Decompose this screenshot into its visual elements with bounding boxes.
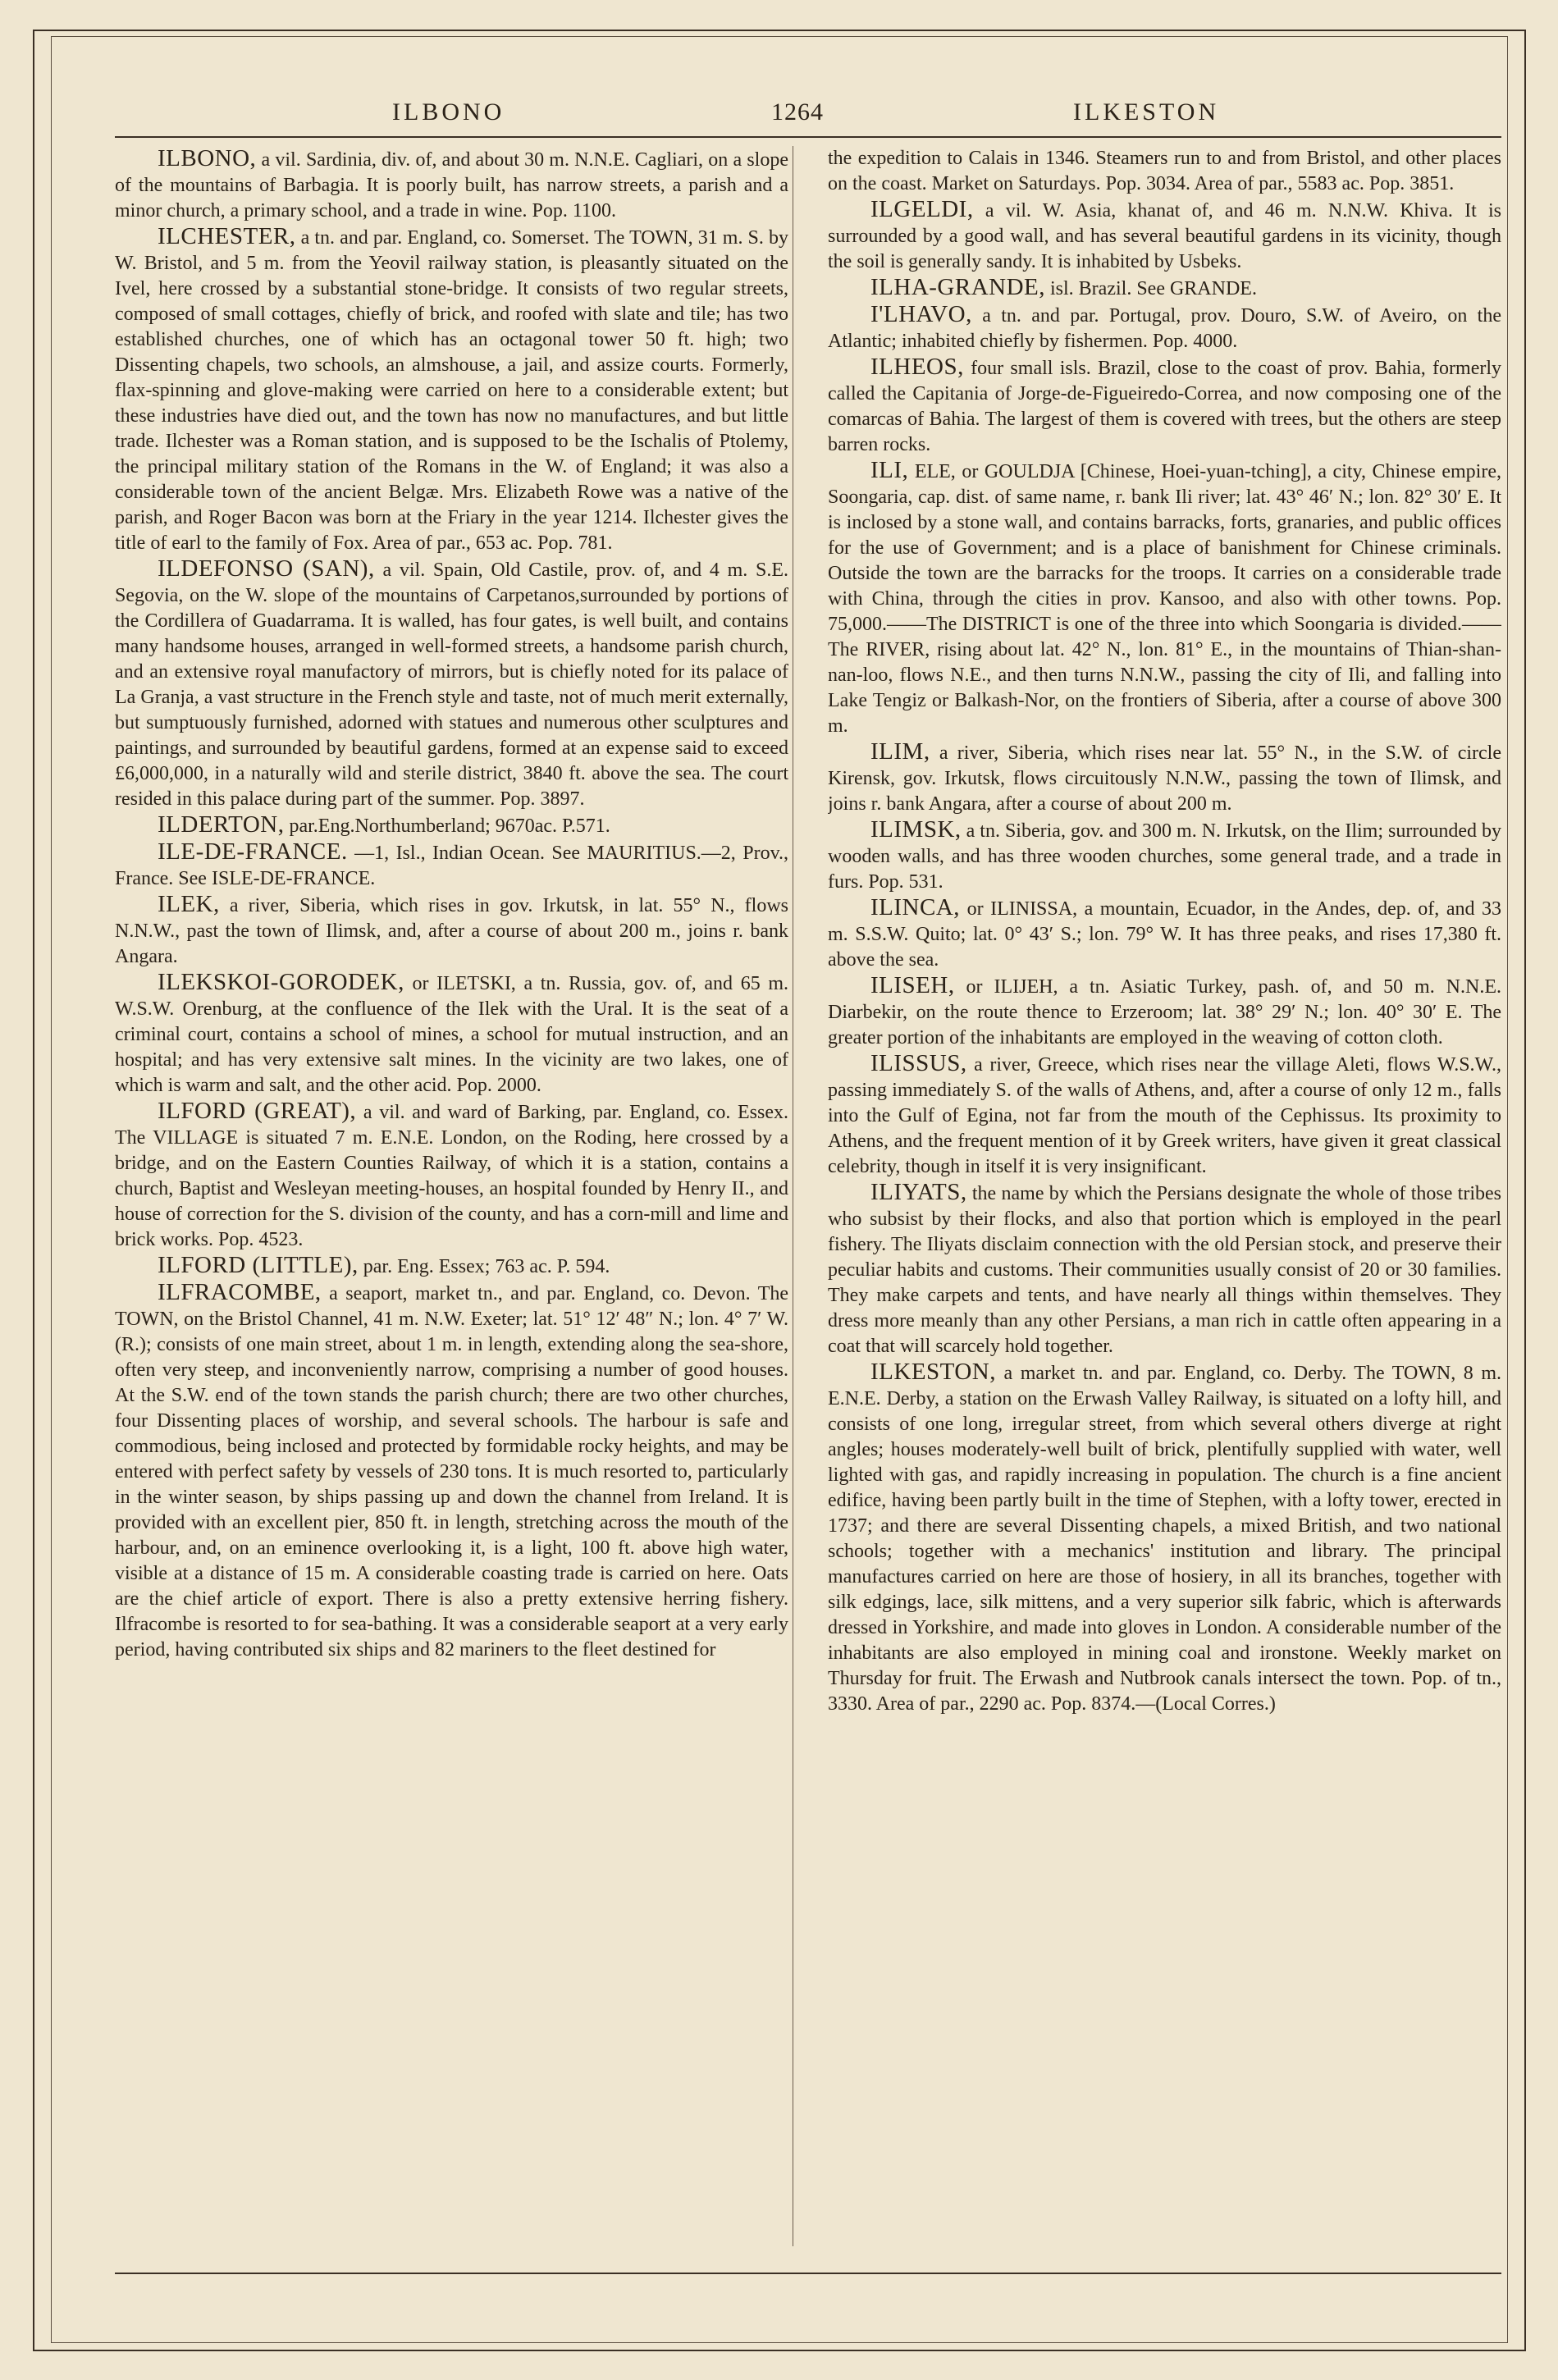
gazetteer-entry [828, 458, 1501, 739]
entry-headword: ILHEOS, [870, 354, 964, 380]
entry-text: a tn. Siberia, gov. and 300 m. N. Irkutsk, on the Ilim; surrounded by wooden walls, and has three wooden churches, some general trade, and a trade in furs. Pop. 531. [828, 820, 1501, 893]
entry-headword: ILI, [870, 457, 909, 483]
entry-text: a vil. W. Asia, khanat of, and 46 m. N.N.W. Khiva. It is surrounded by a good wall, and has several beautiful gardens in its vicinity, though the soil is generally sandy. It is inhabited by Usbeks. [828, 200, 1501, 272]
entry-text: the name by which the Persians designate the whole of those tribes who subsist by their flocks, and also that portion which is employed in the pearl fishery. The Iliyats disclaim connection with the old Persian stock, and preserve their peculiar habits and customs. Their communities usually consist of 20 or 30 families. They make carpets and tents, and have nearly all things within themselves. They dress more meanly than any other Persians, a man rich in cattle often appearing in a coat that will scarcely hold together. [828, 1183, 1501, 1357]
entry-text: par. Eng. Essex; 763 ac. P. 594. [363, 1256, 610, 1277]
gazetteer-entry [115, 839, 788, 892]
page-number: 1264 [771, 98, 824, 126]
entry-text: isl. Brazil. See GRANDE. [1050, 278, 1257, 299]
gazetteer-entry [828, 739, 1501, 817]
entry-headword: I'LHAVO, [870, 301, 972, 327]
running-header [115, 92, 1501, 133]
entry-text: a market tn. and par. England, co. Derby. The TOWN, 8 m. E.N.E. Derby, a station on the Erwash Valley Railway, is situated on a lofty hill, and consists of one long, irregular street, from which several others diverge at right angles; houses moderately-well built of brick, plentifully supplied with water, well lighted with gas, and rapidly increasing in population. The church is a fine ancient edifice, having been partly built in the time of Stephen, with a lofty tower, erected in 1737; and there are several Dissenting chapels, a mixed British, and two national schools; together with a mechanics' institution and library. The principal manufactures carried on here are those of hosiery, in all its branches, together with silk edgings, lace, silk mittens, and a very superior silk fabric, which is afterwards dressed in Yorkshire, and made into gloves in London. A considerable number of the inhabitants are also employed in mining coal and ironstone. Weekly market on Thursday for fruit. The Erwash and Nutbrook canals intersect the town. Pop. of tn., 3330. Area of par., 2290 ac. Pop. 8374.—(Local Corres.) [828, 1363, 1501, 1715]
entry-text: a vil. Sardinia, div. of, and about 30 m. N.N.E. Cagliari, on a slope of the mountains of Barbagia. It is poorly built, has narrow streets, a parish and a minor church, a primary school, and a trade in wine. Pop. 1100. [115, 149, 788, 222]
entry-headword: ILKESTON, [870, 1359, 996, 1385]
entry-headword: ILINCA, [870, 894, 961, 920]
entry-headword: ILISSUS, [870, 1050, 967, 1076]
header-right-guide-word: ILKESTON [1073, 98, 1220, 126]
entry-headword: ILIYATS, [870, 1179, 967, 1205]
gazetteer-entry [828, 146, 1501, 197]
entry-headword: ILDERTON, [158, 811, 285, 838]
entry-headword: ILIM, [870, 738, 930, 765]
entry-text: four small isls. Brazil, close to the coast of prov. Bahia, formerly called the Capitania of Jorge-de-Figueiredo-Correa, and now composing one of the comarcas of Bahia. The largest of them is covered with trees, but the others are steep barren rocks. [828, 358, 1501, 455]
entry-text: a river, Greece, which rises near the village Aleti, flows W.S.W., passing immediately S. of the walls of Athens, and, after a course of only 12 m., falls into the Gulf of Egina, not far from the mouth of the Cephissus. Its proximity to Athens, and the frequent mention of it by Greek writers, have given it great classical celebrity, though in itself it is very insignificant. [828, 1054, 1501, 1177]
entry-headword: ILISEH, [870, 972, 955, 998]
left-column [115, 146, 788, 2246]
gazetteer-entry [115, 1253, 788, 1280]
gazetteer-entry [115, 224, 788, 556]
entry-text: a seaport, market tn., and par. England, co. Devon. The TOWN, on the Bristol Channel, 41 m. N.W. Exeter; lat. 51° 12′ 48″ N.; lon. 4° 7′ W. (R.); consists of one main street, about 1 m. in length, extending along the sea-shore, often very steep, and inconveniently narrow, comprising a number of good houses. At the S.W. end of the town stands the parish church; there are two other churches, four Dissenting places of worship, and several schools. The harbour is safe and commodious, being inclosed and protected by formidable rocky heights, and may be entered with perfect safety by vessels of 230 tons. It is much resorted to, particularly in the winter season, by ships passing up and down the channel from Ireland. It is provided with an excellent pier, 850 ft. in length, stretching across the mouth of the harbour, and, on an eminence overlooking it, is a light, 100 ft. above high water, visible at a distance of 15 m. A considerable coasting trade is carried on here. Oats are the chief article of export. There is also a pretty extensive herring fishery. Ilfracombe is resorted to for sea-bathing. It was a considerable seaport at a very early period, having contributed six ships and 82 mariners to the fleet destined for [115, 1283, 788, 1661]
entry-text: par.Eng.Northumberland; 9670ac. P.571. [289, 815, 610, 837]
entry-text: a tn. and par. England, co. Somerset. The TOWN, 31 m. S. by W. Bristol, and 5 m. from the Yeovil railway station, is pleasantly situated on the Ivel, here crossed by a substantial stone-bridge. It consists of two regular streets, composed of small cottages, chiefly of brick, and roofed with slate and tile; has two established churches, one of which has an octagonal tower 50 ft. high; two Dissenting chapels, two schools, an almshouse, a jail, and assize courts. Formerly, flax-spinning and glove-making were carried on here to a considerable extent; but these industries have died out, and the town has now no manufactures, and but little trade. Ilchester was a Roman station, and is supposed to be the Ischalis of Ptolemy, the principal military station of the Romans in the W. of England; it was also a considerable town of the ancient Belgæ. Mrs. Elizabeth Rowe was a native of the parish, and Roger Bacon was born at the Friary in the year 1214. Ilchester gives the title of earl to the family of Fox. Area of par., 653 ac. Pop. 781. [115, 227, 788, 554]
entry-text: a tn. and par. Portugal, prov. Douro, S.W. of Aveiro, on the Atlantic; inhabited chiefly by fishermen. Pop. 4000. [828, 305, 1501, 352]
entry-headword: ILDEFONSO (SAN), [158, 555, 375, 582]
entry-headword: ILBONO, [158, 146, 257, 171]
entry-text: —1, Isl., Indian Ocean. See MAURITIUS.—2, Prov., France. See ISLE-DE-FRANCE. [115, 843, 788, 889]
gazetteer-entry [115, 892, 788, 970]
gazetteer-entry [828, 1180, 1501, 1359]
entry-text: or ILIJEH, a tn. Asiatic Turkey, pash. of, and 50 m. N.N.E. Diarbekir, on the route thence to Erzeroom; lat. 38° 29′ N.; lon. 40° 30′ E. The greater portion of the inhabitants are employed in the weaving of cotton cloth. [828, 976, 1501, 1048]
entry-text: a river, Siberia, which rises in gov. Irkutsk, in lat. 55° N., flows N.N.W., past the town of Ilimsk, and, after a course of about 200 m., joins r. bank Angara. [115, 895, 788, 967]
entry-text: a vil. Spain, Old Castile, prov. of, and 4 m. S.E. Segovia, on the W. slope of the mountains of Carpetanos,surrounded by portions of the Cordillera of Guadarrama. It is walled, has four gates, is well built, and contains many handsome houses, arranged in well-formed streets, a handsome parish church, and an extensive royal manufactory of mirrors, but is chiefly noted for its palace of La Granja, a vast structure in the French style and taste, not of much merit externally, but sumptuously furnished, adorned with statues and numerous other sculptures and paintings, and surrounded by beautiful gardens, formed at an expense said to exceed £6,000,000, in a naturally wild and sterile district, 3840 ft. above the sea. The court resided in this palace during part of the summer. Pop. 3897. [115, 560, 788, 810]
right-column [828, 146, 1501, 2246]
bottom-rule [115, 2273, 1501, 2274]
entry-text: a vil. and ward of Barking, par. England, co. Essex. The VILLAGE is situated 7 m. E.N.E. London, on the Roding, here crossed by a bridge, and on the Eastern Counties Railway, of which it is a station, contains a church, Baptist and Wesleyan meeting-houses, an hospital founded by Henry II., and house of correction for the S. division of the county, and has a corn-mill and lime and brick works. Pop. 4523. [115, 1102, 788, 1250]
gazetteer-entry [828, 1051, 1501, 1180]
gazetteer-entry [828, 197, 1501, 275]
entry-text: a river, Siberia, which rises near lat. 55° N., in the S.W. of circle Kirensk, gov. Irkutsk, flows circuitously N.N.W., passing the town of Ilimsk, and joins r. bank Angara, after a course of about 200 m. [828, 742, 1501, 815]
gazetteer-entry [115, 812, 788, 839]
entry-headword: ILEK, [158, 891, 220, 917]
entry-text: or ILINISSA, a mountain, Ecuador, in the Andes, dep. of, and 33 m. S.S.W. Quito; lat. 0° 43′ S.; lon. 79° W. It has three peaks, and rises 17,380 ft. above the sea. [828, 898, 1501, 971]
entry-headword: ILGELDI, [870, 196, 974, 222]
entry-text: ELE, or GOULDJA [Chinese, Hoei-yuan-tching], a city, Chinese empire, Soongaria, cap. dist. of same name, r. bank Ili river; lat. 43° 46′ N.; lon. 82° 30′ E. It is inclosed by a stone wall, and contains barracks, forts, granaries, and public offices for the use of Government; and is a place of banishment for Chinese criminals. Outside the town are the barracks for the troops. It carries on a considerable trade with China, through the cities in prov. Kansoo, and also with other towns. Pop. 75,000.——The DISTRICT is one of the three into which Soongaria is divided.——The RIVER, rising about lat. 42° N., lon. 81° E., in the mountains of Thian-shan-nan-loo, flows N.E., and then turns N.N.W., passing the city of Ili, and falling into Lake Tengiz or Balkash-Nor, on the frontiers of Siberia, after a course of above 300 m. [828, 461, 1501, 737]
entry-headword: ILFORD (LITTLE), [158, 1252, 359, 1278]
gazetteer-entry [115, 1280, 788, 1663]
header-left-guide-word: ILBONO [392, 98, 505, 126]
entry-headword: ILHA-GRANDE, [870, 274, 1045, 300]
entry-headword: ILEKSKOI-GORODEK, [158, 969, 404, 995]
text-columns [115, 146, 1501, 2246]
gazetteer-entry [828, 354, 1501, 458]
entry-headword: ILE-DE-FRANCE. [158, 838, 348, 865]
gazetteer-entry [828, 275, 1501, 302]
gazetteer-entry [115, 970, 788, 1099]
gazetteer-entry [828, 895, 1501, 973]
entry-text: or ILETSKI, a tn. Russia, gov. of, and 65 m. W.S.W. Orenburg, at the confluence of the Ilek with the Ural. It is the seat of a criminal court, contains a school of mines, a school for mutual instruction, and an hospital; and has very extensive salt mines. In the vicinity are two lakes, one of which is warm and salt, and the other acid. Pop. 2000. [115, 973, 788, 1096]
entry-headword: ILCHESTER, [158, 223, 296, 249]
entry-headword: ILFRACOMBE, [158, 1279, 322, 1305]
gazetteer-entry [828, 1359, 1501, 1717]
entry-text: the expedition to Calais in 1346. Steamers run to and from Bristol, and other places on the coast. Market on Saturdays. Pop. 3034. Area of par., 5583 ac. Pop. 3851. [828, 148, 1501, 194]
gazetteer-entry [828, 302, 1501, 354]
header-rule [115, 136, 1501, 138]
gazetteer-entry [115, 146, 788, 224]
entry-headword: ILFORD (GREAT), [158, 1098, 357, 1124]
gazetteer-entry [828, 817, 1501, 895]
gazetteer-entry [115, 1099, 788, 1253]
gazetteer-entry [828, 973, 1501, 1051]
entry-headword: ILIMSK, [870, 816, 962, 843]
gazetteer-entry [115, 556, 788, 812]
